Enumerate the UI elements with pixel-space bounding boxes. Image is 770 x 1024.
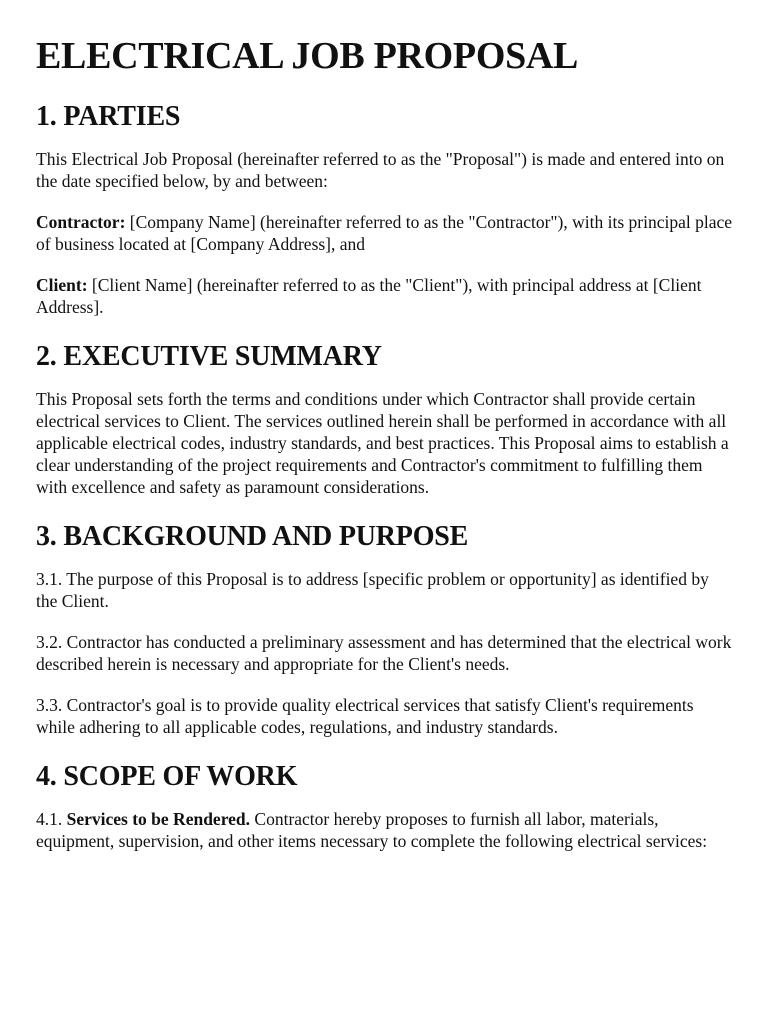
section-executive-summary: [36, 340, 734, 498]
section-heading-scope-of-work: 4. SCOPE OF WORK: [36, 761, 298, 792]
scope-4-1-number: 4.1.: [36, 809, 67, 829]
client-text: [Client Name] (hereinafter referred to as the "Client"), with principal address at [Client Address].: [36, 275, 702, 317]
contractor-paragraph: [36, 211, 734, 255]
background-paragraph-3-3: 3.3. Contractor's goal is to provide quality electrical services that satisfy Client's requirements while adhering to all applicable codes, regulations, and industry standards.: [36, 695, 694, 737]
section-parties: [36, 100, 734, 318]
section-heading-parties: 1. PARTIES: [36, 101, 181, 132]
executive-summary-body: This Proposal sets forth the terms and conditions under which Contractor shall provide certain electrical services to Client. The services outlined herein shall be performed in accordance with all applicable electrical codes, industry standards, and best practices. This Proposal aims to establish a clear understanding of the project requirements and Contractor's commitment to fulfilling them with excellence and safety as paramount considerations.: [36, 389, 729, 497]
scope-paragraph-4-1: [36, 808, 734, 852]
scope-4-1-label: Services to be Rendered.: [66, 809, 251, 829]
background-paragraph-3-2: 3.2. Contractor has conducted a preliminary assessment and has determined that the electrical work described herein is necessary and appropriate for the Client's needs.: [36, 632, 732, 674]
parties-intro: This Electrical Job Proposal (hereinafter referred to as the "Proposal") is made and entered into on the date specified below, by and between:: [36, 149, 725, 191]
section-background: [36, 520, 734, 738]
section-scope-of-work: [36, 760, 734, 852]
contractor-label: Contractor:: [36, 212, 126, 232]
document-title: ELECTRICAL JOB PROPOSAL: [36, 35, 579, 77]
client-paragraph: [36, 274, 734, 318]
contractor-text: [Company Name] (hereinafter referred to as the "Contractor"), with its principal place of business located at [Company Address], and: [36, 212, 733, 254]
background-paragraph-3-1: 3.1. The purpose of this Proposal is to address [specific problem or opportunity] as identified by the Client.: [36, 569, 709, 611]
client-label: Client:: [36, 275, 88, 295]
section-heading-executive-summary: 2. EXECUTIVE SUMMARY: [36, 341, 382, 372]
section-heading-background: 3. BACKGROUND AND PURPOSE: [36, 521, 469, 552]
scope-4-1-text: Contractor hereby proposes to furnish all labor, materials, equipment, supervision, and other items necessary to complete the following electrical services:: [36, 809, 708, 851]
